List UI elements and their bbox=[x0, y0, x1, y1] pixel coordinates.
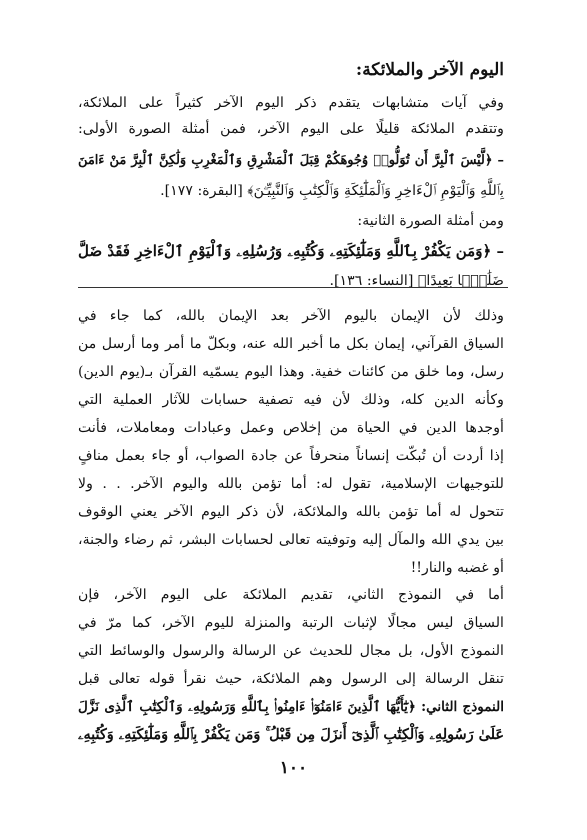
quran-verse-line: – ﴿لَّيْسَ ٱلْبِرَّ أَن تُوَلُّوا۟ وُجُوهَكُمْ قِبَلَ ٱلْمَشْرِقِ وَٱلْمَغْرِبِ وَلَٰكِنَّ ٱلْبِرَّ مَنْ ءَامَنَ bbox=[78, 153, 504, 168]
text-line: إذا أردت أن تُبكّت إنساناً منحرفاً عن جادة الصواب، أو جاء بعمل منافٍ bbox=[78, 448, 504, 464]
text-line: النموذج الأول، بل مجال للحديث عن الرسالة والرسول والوسائط التي bbox=[78, 643, 504, 659]
text-line: وتتقدم الملائكة قليلًا على اليوم الآخر، فمن أمثلة الصورة الأولى: bbox=[78, 121, 504, 137]
text-line: أما في النموذج الثاني، تقديم الملائكة على اليوم الآخر، فإن bbox=[78, 587, 504, 603]
text-line: للتوجيهات الإسلامية، تقول له: أما تؤمن بالله واليوم الآخر. . . ولا bbox=[78, 476, 504, 492]
text-line: السياق القرآني، إيمان بكل ما أخبر الله عنه، وبكلّ ما أمر وما أرسل من bbox=[78, 336, 504, 352]
quran-verse-line: النموذج الثاني: ﴿يَٰٓأَيُّهَا ٱلَّذِينَ ءَامَنُوٓا۟ ءَامِنُوا۟ بِٱللَّهِ وَرَسُولِهِۦ وَٱلْكِتَٰبِ ٱلَّذِى نَزَّلَ bbox=[78, 699, 504, 715]
quran-verse-line: بِٱللَّهِ وَٱلْيَوْمِ ٱلْءَاخِرِ وَٱلْمَلَٰٓئِكَةِ وَٱلْكِتَٰبِ وَٱلنَّبِيِّـۧنَ﴾ [البقرة: ١٧٧]. bbox=[160, 183, 504, 199]
text-line: أو غضبه والنار!! bbox=[410, 560, 504, 576]
text-line: بين يدي الله والمآل إليه وتوفيته تعالى لحسابات البشر، ثم رضاء والجنة، bbox=[78, 532, 504, 548]
page-number: ١٠٠ bbox=[279, 758, 308, 778]
quran-verse-line: – ﴿وَمَن يَكْفُرْ بِٱللَّهِ وَمَلَٰٓئِكَتِهِۦ وَكُتُبِهِۦ وَرُسُلِهِۦ وَٱلْيَوْمِ ٱلْءَاخِرِ فَقَدْ ضَلَّ bbox=[78, 242, 504, 260]
quran-verse-line: عَلَىٰ رَسُولِهِۦ وَٱلْكِتَٰبِ ٱلَّذِىٓ أَنزَلَ مِن قَبْلُ ۚ وَمَن يَكْفُرْ بِٱللَّهِ وَمَلَٰٓئِكَتِهِۦ وَكُتُبِهِۦ bbox=[78, 726, 504, 743]
text-line: ومن أمثلة الصورة الثانية: bbox=[357, 213, 504, 229]
text-line: تنقل الرسالة إلى الرسول وهم الملائكة، حيث نقرأ قوله تعالى قبل bbox=[78, 671, 504, 687]
text-line: وفي آيات متشابهات يتقدم ذكر اليوم الآخر كثيراً على الملائكة، bbox=[78, 95, 504, 111]
text-line: تتحول له أما تؤمن بالله والملائكة، لأن ذكر اليوم الآخر يعني الوقوف bbox=[78, 504, 504, 520]
divider bbox=[78, 287, 508, 288]
text-line: وكأنه الدين كله، وذلك لأن فيه تصفية حسابات للآثار العملية التي bbox=[78, 392, 504, 408]
text-line: أوجدها الدين في الحياة من إخلاص وعمل وعبادات ومعاملات، فأنت bbox=[78, 420, 504, 436]
quran-verse-line: ضَلَٰلًۢا بَعِيدًا﴾ [النساء: ١٣٦]. bbox=[329, 273, 504, 289]
text-line: السياق ليس مجالًا لإثبات الرتبة والمنزلة لليوم الآخر، كما مرّ في bbox=[78, 615, 504, 631]
section-heading: اليوم الآخر والملائكة: bbox=[355, 60, 504, 80]
text-line: وذلك لأن الإيمان باليوم الآخر بعد الإيمان بالله، كما جاء في bbox=[78, 308, 504, 324]
text-line: رسل، وما خلق من كائنات خفية. وهذا اليوم يسمّيه القرآن بـ(يوم الدين) bbox=[78, 364, 504, 380]
